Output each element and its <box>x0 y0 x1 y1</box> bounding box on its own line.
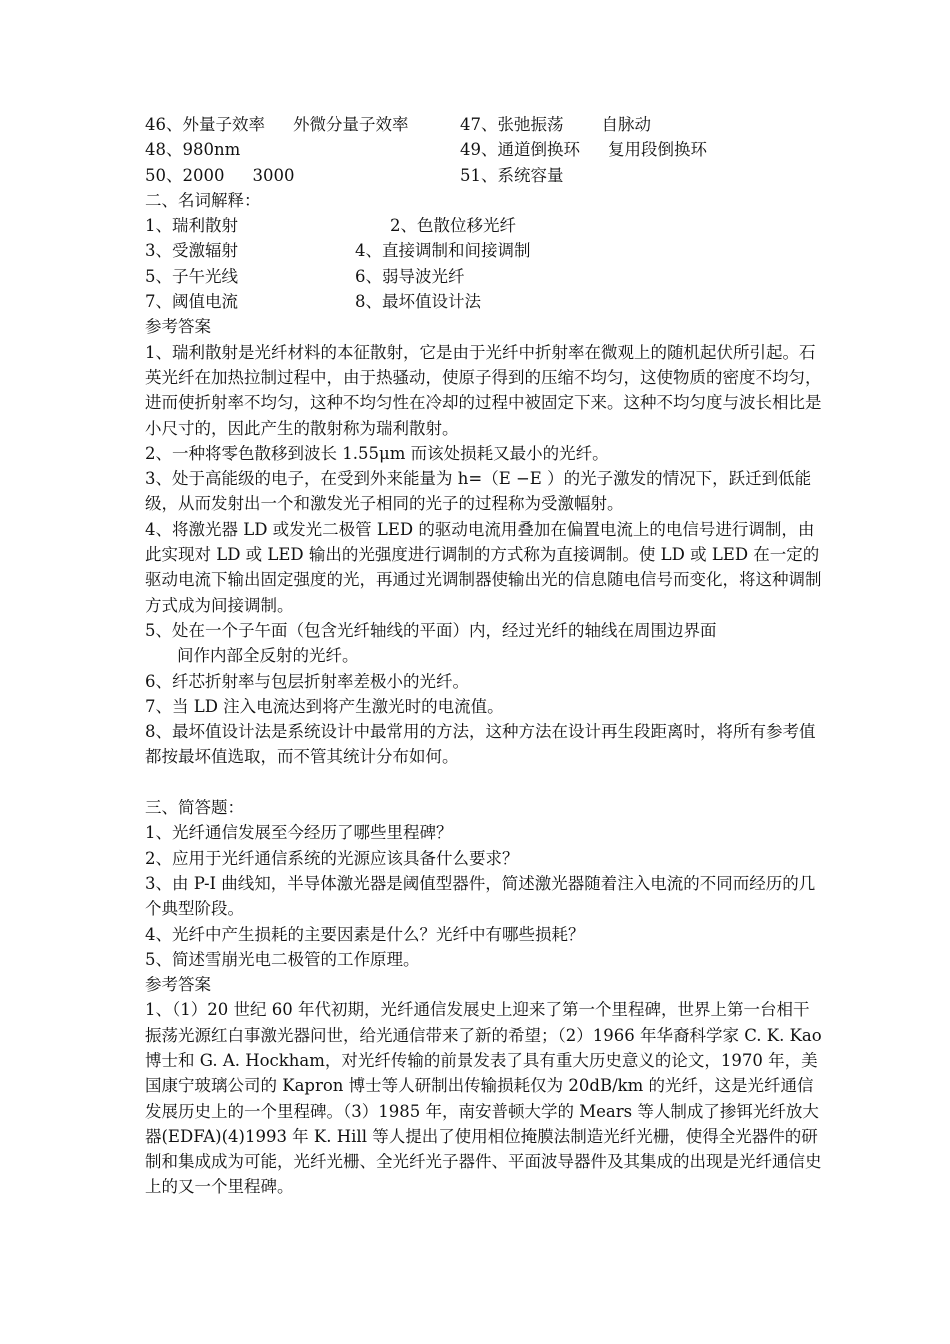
term-row <box>145 264 825 289</box>
section-heading: 二、名词解释： <box>145 190 261 210</box>
answer-paragraph: 6、纤芯折射率与包层折射率差极小的光纤。 <box>145 671 469 691</box>
answer-46: 46、外量子效率 <box>145 115 265 134</box>
answer-label: 参考答案 <box>145 317 211 337</box>
fill-answer-row <box>145 137 825 162</box>
term: 4、直接调制和间接调制 <box>355 241 531 261</box>
document-page <box>145 112 825 1200</box>
question: 2、应用于光纤通信系统的光源应该具备什么要求？ <box>145 848 519 868</box>
term-row <box>145 238 825 263</box>
answer-50: 50、2000 <box>145 165 225 185</box>
term: 3、受激辐射 <box>145 241 238 261</box>
answer-paragraph: 7、当 LD 注入电流达到将产生激光时的电流值。 <box>145 696 504 716</box>
question: 3、由 P-I 曲线知，半导体激光器是阈值型器件，简述激光器随着注入电流的不同而经历的几个典型阶段。 <box>145 873 816 919</box>
answer-paragraph: 4、将激光器 LD 或发光二极管 LED 的驱动电流用叠加在偏置电流上的电信号进行调制，由此实现对 LD 或 LED 输出的光强度进行调制的方式称为直接调制。使 LD 或 LED 在一定的驱动电流下输出固定强度的光，再通过光调制器使输出光的信息随电信号而变化，将这种调制方式成为间接调制。 <box>145 519 822 615</box>
term: 8、最坏值设计法 <box>355 292 481 312</box>
term: 6、弱导波光纤 <box>355 266 465 286</box>
answer-paragraph: 间作内部全反射的光纤。 <box>177 646 359 666</box>
term-row <box>145 213 825 238</box>
fill-answer-row <box>145 112 825 137</box>
term: 5、子午光线 <box>145 266 238 286</box>
answer-48: 48、980nm <box>145 140 241 160</box>
answer-47b: 自脉动 <box>601 115 651 134</box>
fill-answer-row <box>145 163 825 188</box>
answer-paragraph: 5、处在一个子午面（包含光纤轴线的平面）内，经过光纤的轴线在周围边界面 <box>145 620 717 640</box>
answer-paragraph: 1、瑞利散射是光纤材料的本征散射，它是由于光纤中折射率在微观上的随机起伏所引起。石英光纤在加热拉制过程中，由于热骚动，使原子得到的压缩不均匀，这使物质的密度不均匀，进而使折射率不均匀，这种不均匀性在冷却的过程中被固定下来。这种不均匀度与波长相比是小尺寸的，因此产生的散射称为瑞利散射。 <box>145 342 822 438</box>
answer-49: 49、通道倒换环 <box>460 140 580 160</box>
answer-47: 47、张弛振荡 <box>460 115 564 134</box>
question: 5、简述雪崩光电二极管的工作原理。 <box>145 949 420 969</box>
term: 2、色散位移光纤 <box>390 216 516 236</box>
term-row <box>145 289 825 314</box>
spacer <box>145 770 825 795</box>
answer-paragraph: 3、处于高能级的电子，在受到外来能量为 h=（E −E ）的光子激发的情况下，跃迁到低能级，从而发射出一个和激发光子相同的光子的过程称为受激幅射。 <box>145 469 812 514</box>
answer-paragraph: 2、一种将零色散移到波长 1.55μm 而该处损耗又最小的光纤。 <box>145 443 609 463</box>
question: 4、光纤中产生损耗的主要因素是什么？光纤中有哪些损耗？ <box>145 924 585 944</box>
term: 7、阈值电流 <box>145 292 238 312</box>
answer-49b: 复用段倒换环 <box>608 140 707 160</box>
answer-51: 51、系统容量 <box>460 165 564 185</box>
answer-label: 参考答案 <box>145 975 211 995</box>
answer-50b: 3000 <box>252 165 295 185</box>
term: 1、瑞利散射 <box>145 216 238 236</box>
section-heading: 三、简答题： <box>145 798 244 818</box>
answer-46b: 外微分量子效率 <box>293 115 409 134</box>
answer-paragraph: 1、（1）20 世纪 60 年代初期，光纤通信发展史上迎来了第一个里程碑，世界上第一台相干振荡光源红白事激光器问世，给光通信带来了新的希望；（2）1966 年华裔科学家 C. K. Kao 博士和 G. A. Hockham，对光纤传输的前景发表了具有重大历史意义的论文，1970 年，美国康宁玻璃公司的 Kapron 博士等人研制出传输损耗仅为 20dB/km 的光纤，这是光纤通信发展历史上的一个里程碑。（3）1985 年，南安普顿大学的 Mears 等人制成了掺铒光纤放大器(EDFA)(4)1993 年 K. Hill 等人提出了使用相位掩膜法制造光纤光栅，使得全光器件的研制和集成成为可能，光纤光栅、全光纤光子器件、平面波导器件及其集成的出现是光纤通信史上的又一个里程碑。 <box>145 1000 822 1197</box>
question: 1、光纤通信发展至今经历了哪些里程碑？ <box>145 823 453 843</box>
answer-paragraph: 8、最坏值设计法是系统设计中最常用的方法，这种方法在设计再生段距离时，将所有参考值都按最坏值选取，而不管其统计分布如何。 <box>145 722 816 767</box>
